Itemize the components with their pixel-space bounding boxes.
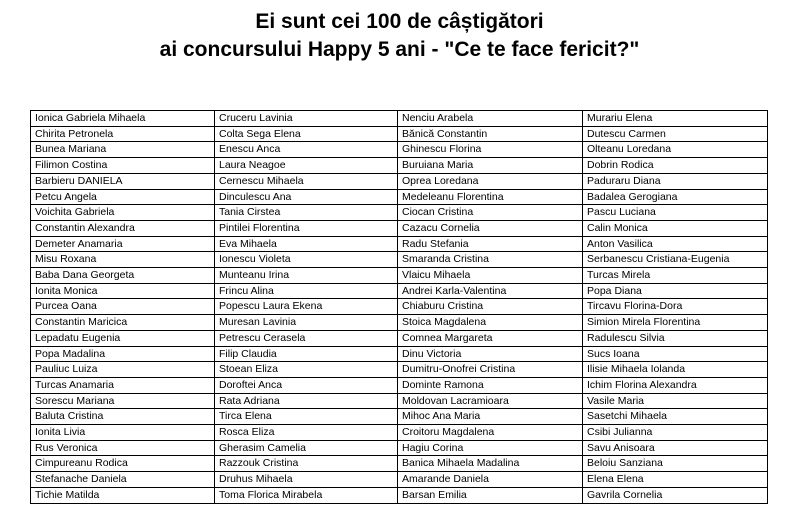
winner-name-cell: Turcas Anamaria (31, 377, 215, 393)
table-row (31, 315, 768, 331)
winner-name-cell: Gavrila Cornelia (583, 487, 768, 503)
winner-name-cell: Rata Adriana (215, 393, 398, 409)
table-row (31, 299, 768, 315)
table-row (31, 142, 768, 158)
table-row (31, 252, 768, 268)
table-row (31, 440, 768, 456)
winner-name-cell: Bunea Mariana (31, 142, 215, 158)
winner-name-cell: Savu Anisoara (583, 440, 768, 456)
winner-name-cell: Purcea Oana (31, 299, 215, 315)
table-row (31, 425, 768, 441)
winner-name-cell: Comnea Margareta (398, 330, 583, 346)
title-line-1: Ei sunt cei 100 de câștigători (255, 10, 544, 33)
winner-name-cell: Voichita Gabriela (31, 205, 215, 221)
winner-name-cell: Tichie Matilda (31, 487, 215, 503)
winner-name-cell: Andrei Karla-Valentina (398, 283, 583, 299)
winner-name-cell: Ionita Livia (31, 425, 215, 441)
winner-name-cell: Popa Madalina (31, 346, 215, 362)
winner-name-cell: Chirita Petronela (31, 126, 215, 142)
winner-name-cell: Medeleanu Florentina (398, 189, 583, 205)
winner-name-cell: Radulescu Silvia (583, 330, 768, 346)
winner-name-cell: Demeter Anamaria (31, 236, 215, 252)
winner-name-cell: Hagiu Corina (398, 440, 583, 456)
table-row (31, 362, 768, 378)
winner-name-cell: Misu Roxana (31, 252, 215, 268)
winner-name-cell: Mihoc Ana Maria (398, 409, 583, 425)
winner-name-cell: Tirca Elena (215, 409, 398, 425)
winner-name-cell: Baba Dana Georgeta (31, 268, 215, 284)
winner-name-cell: Serbanescu Cristiana-Eugenia (583, 252, 768, 268)
winner-name-cell: Barsan Emilia (398, 487, 583, 503)
winner-name-cell: Beloiu Sanziana (583, 456, 768, 472)
table-row (31, 236, 768, 252)
winner-name-cell: Ionica Gabriela Mihaela (31, 111, 215, 127)
winner-name-cell: Rus Veronica (31, 440, 215, 456)
winner-name-cell: Dobrin Rodica (583, 158, 768, 174)
winner-name-cell: Ionita Monica (31, 283, 215, 299)
winner-name-cell: Druhus Mihaela (215, 472, 398, 488)
winner-name-cell: Tania Cirstea (215, 205, 398, 221)
table-row (31, 283, 768, 299)
winner-name-cell: Popescu Laura Ekena (215, 299, 398, 315)
winners-table (30, 110, 768, 504)
winner-name-cell: Sucs Ioana (583, 346, 768, 362)
winner-name-cell: Buruiana Maria (398, 158, 583, 174)
winner-name-cell: Paduraru Diana (583, 173, 768, 189)
table-row (31, 456, 768, 472)
table-row (31, 346, 768, 362)
table-row (31, 487, 768, 503)
table-row (31, 393, 768, 409)
winner-name-cell: Turcas Mirela (583, 268, 768, 284)
winner-name-cell: Lepadatu Eugenia (31, 330, 215, 346)
winner-name-cell: Pauliuc Luiza (31, 362, 215, 378)
winner-name-cell: Dutescu Carmen (583, 126, 768, 142)
winner-name-cell: Cazacu Cornelia (398, 220, 583, 236)
winner-name-cell: Radu Stefania (398, 236, 583, 252)
winner-name-cell: Dinu Victoria (398, 346, 583, 362)
table-row (31, 205, 768, 221)
winner-name-cell: Chiaburu Cristina (398, 299, 583, 315)
winner-name-cell: Doroftei Anca (215, 377, 398, 393)
winner-name-cell: Sasetchi Mihaela (583, 409, 768, 425)
table-row (31, 126, 768, 142)
winner-name-cell: Toma Florica Mirabela (215, 487, 398, 503)
winner-name-cell: Razzouk Cristina (215, 456, 398, 472)
winner-name-cell: Badalea Gerogiana (583, 189, 768, 205)
table-row (31, 173, 768, 189)
winner-name-cell: Dominte Ramona (398, 377, 583, 393)
winner-name-cell: Gherasim Camelia (215, 440, 398, 456)
winner-name-cell: Stefanache Daniela (31, 472, 215, 488)
winner-name-cell: Constantin Alexandra (31, 220, 215, 236)
winner-name-cell: Ciocan Cristina (398, 205, 583, 221)
winner-name-cell: Oprea Loredana (398, 173, 583, 189)
winner-name-cell: Anton Vasilica (583, 236, 768, 252)
table-row (31, 111, 768, 127)
winner-name-cell: Elena Elena (583, 472, 768, 488)
winner-name-cell: Calin Monica (583, 220, 768, 236)
winner-name-cell: Bănică Constantin (398, 126, 583, 142)
winner-name-cell: Tircavu Florina-Dora (583, 299, 768, 315)
winner-name-cell: Dinculescu Ana (215, 189, 398, 205)
winner-name-cell: Enescu Anca (215, 142, 398, 158)
winner-name-cell: Amarande Daniela (398, 472, 583, 488)
winner-name-cell: Pascu Luciana (583, 205, 768, 221)
table-row (31, 268, 768, 284)
table-row (31, 330, 768, 346)
winner-name-cell: Popa Diana (583, 283, 768, 299)
table-row (31, 472, 768, 488)
winner-name-cell: Pintilei Florentina (215, 220, 398, 236)
winner-name-cell: Eva Mihaela (215, 236, 398, 252)
winner-name-cell: Frincu Alina (215, 283, 398, 299)
winner-name-cell: Nenciu Arabela (398, 111, 583, 127)
winner-name-cell: Simion Mirela Florentina (583, 315, 768, 331)
winner-name-cell: Cruceru Lavinia (215, 111, 398, 127)
table-row (31, 189, 768, 205)
winner-name-cell: Csibi Julianna (583, 425, 768, 441)
winner-name-cell: Baluta Cristina (31, 409, 215, 425)
winners-table-body (31, 111, 768, 504)
winner-name-cell: Muresan Lavinia (215, 315, 398, 331)
winner-name-cell: Ghinescu Florina (398, 142, 583, 158)
winner-name-cell: Petcu Angela (31, 189, 215, 205)
winner-name-cell: Ionescu Violeta (215, 252, 398, 268)
table-row (31, 377, 768, 393)
winner-name-cell: Cernescu Mihaela (215, 173, 398, 189)
winner-name-cell: Colta Sega Elena (215, 126, 398, 142)
winner-name-cell: Croitoru Magdalena (398, 425, 583, 441)
table-row (31, 409, 768, 425)
winner-name-cell: Vasile Maria (583, 393, 768, 409)
winner-name-cell: Barbieru DANIELA (31, 173, 215, 189)
winner-name-cell: Olteanu Loredana (583, 142, 768, 158)
winner-name-cell: Sorescu Mariana (31, 393, 215, 409)
winner-name-cell: Murariu Elena (583, 111, 768, 127)
winner-name-cell: Constantin Maricica (31, 315, 215, 331)
winner-name-cell: Moldovan Lacramioara (398, 393, 583, 409)
winner-name-cell: Ichim Florina Alexandra (583, 377, 768, 393)
table-row (31, 158, 768, 174)
winner-name-cell: Rosca Eliza (215, 425, 398, 441)
winner-name-cell: Filimon Costina (31, 158, 215, 174)
winner-name-cell: Dumitru-Onofrei Cristina (398, 362, 583, 378)
winner-name-cell: Munteanu Irina (215, 268, 398, 284)
winner-name-cell: Banica Mihaela Madalina (398, 456, 583, 472)
title-line-2: ai concursului Happy 5 ani - "Ce te face fericit?" (159, 38, 640, 61)
winner-name-cell: Petrescu Cerasela (215, 330, 398, 346)
winner-name-cell: Filip Claudia (215, 346, 398, 362)
winner-name-cell: Vlaicu Mihaela (398, 268, 583, 284)
winner-name-cell: Stoica Magdalena (398, 315, 583, 331)
winner-name-cell: Cimpureanu Rodica (31, 456, 215, 472)
winner-name-cell: Laura Neagoe (215, 158, 398, 174)
winner-name-cell: Stoean Eliza (215, 362, 398, 378)
table-row (31, 220, 768, 236)
page-title (0, 8, 799, 64)
winner-name-cell: Ilisie Mihaela Iolanda (583, 362, 768, 378)
winner-name-cell: Smaranda Cristina (398, 252, 583, 268)
